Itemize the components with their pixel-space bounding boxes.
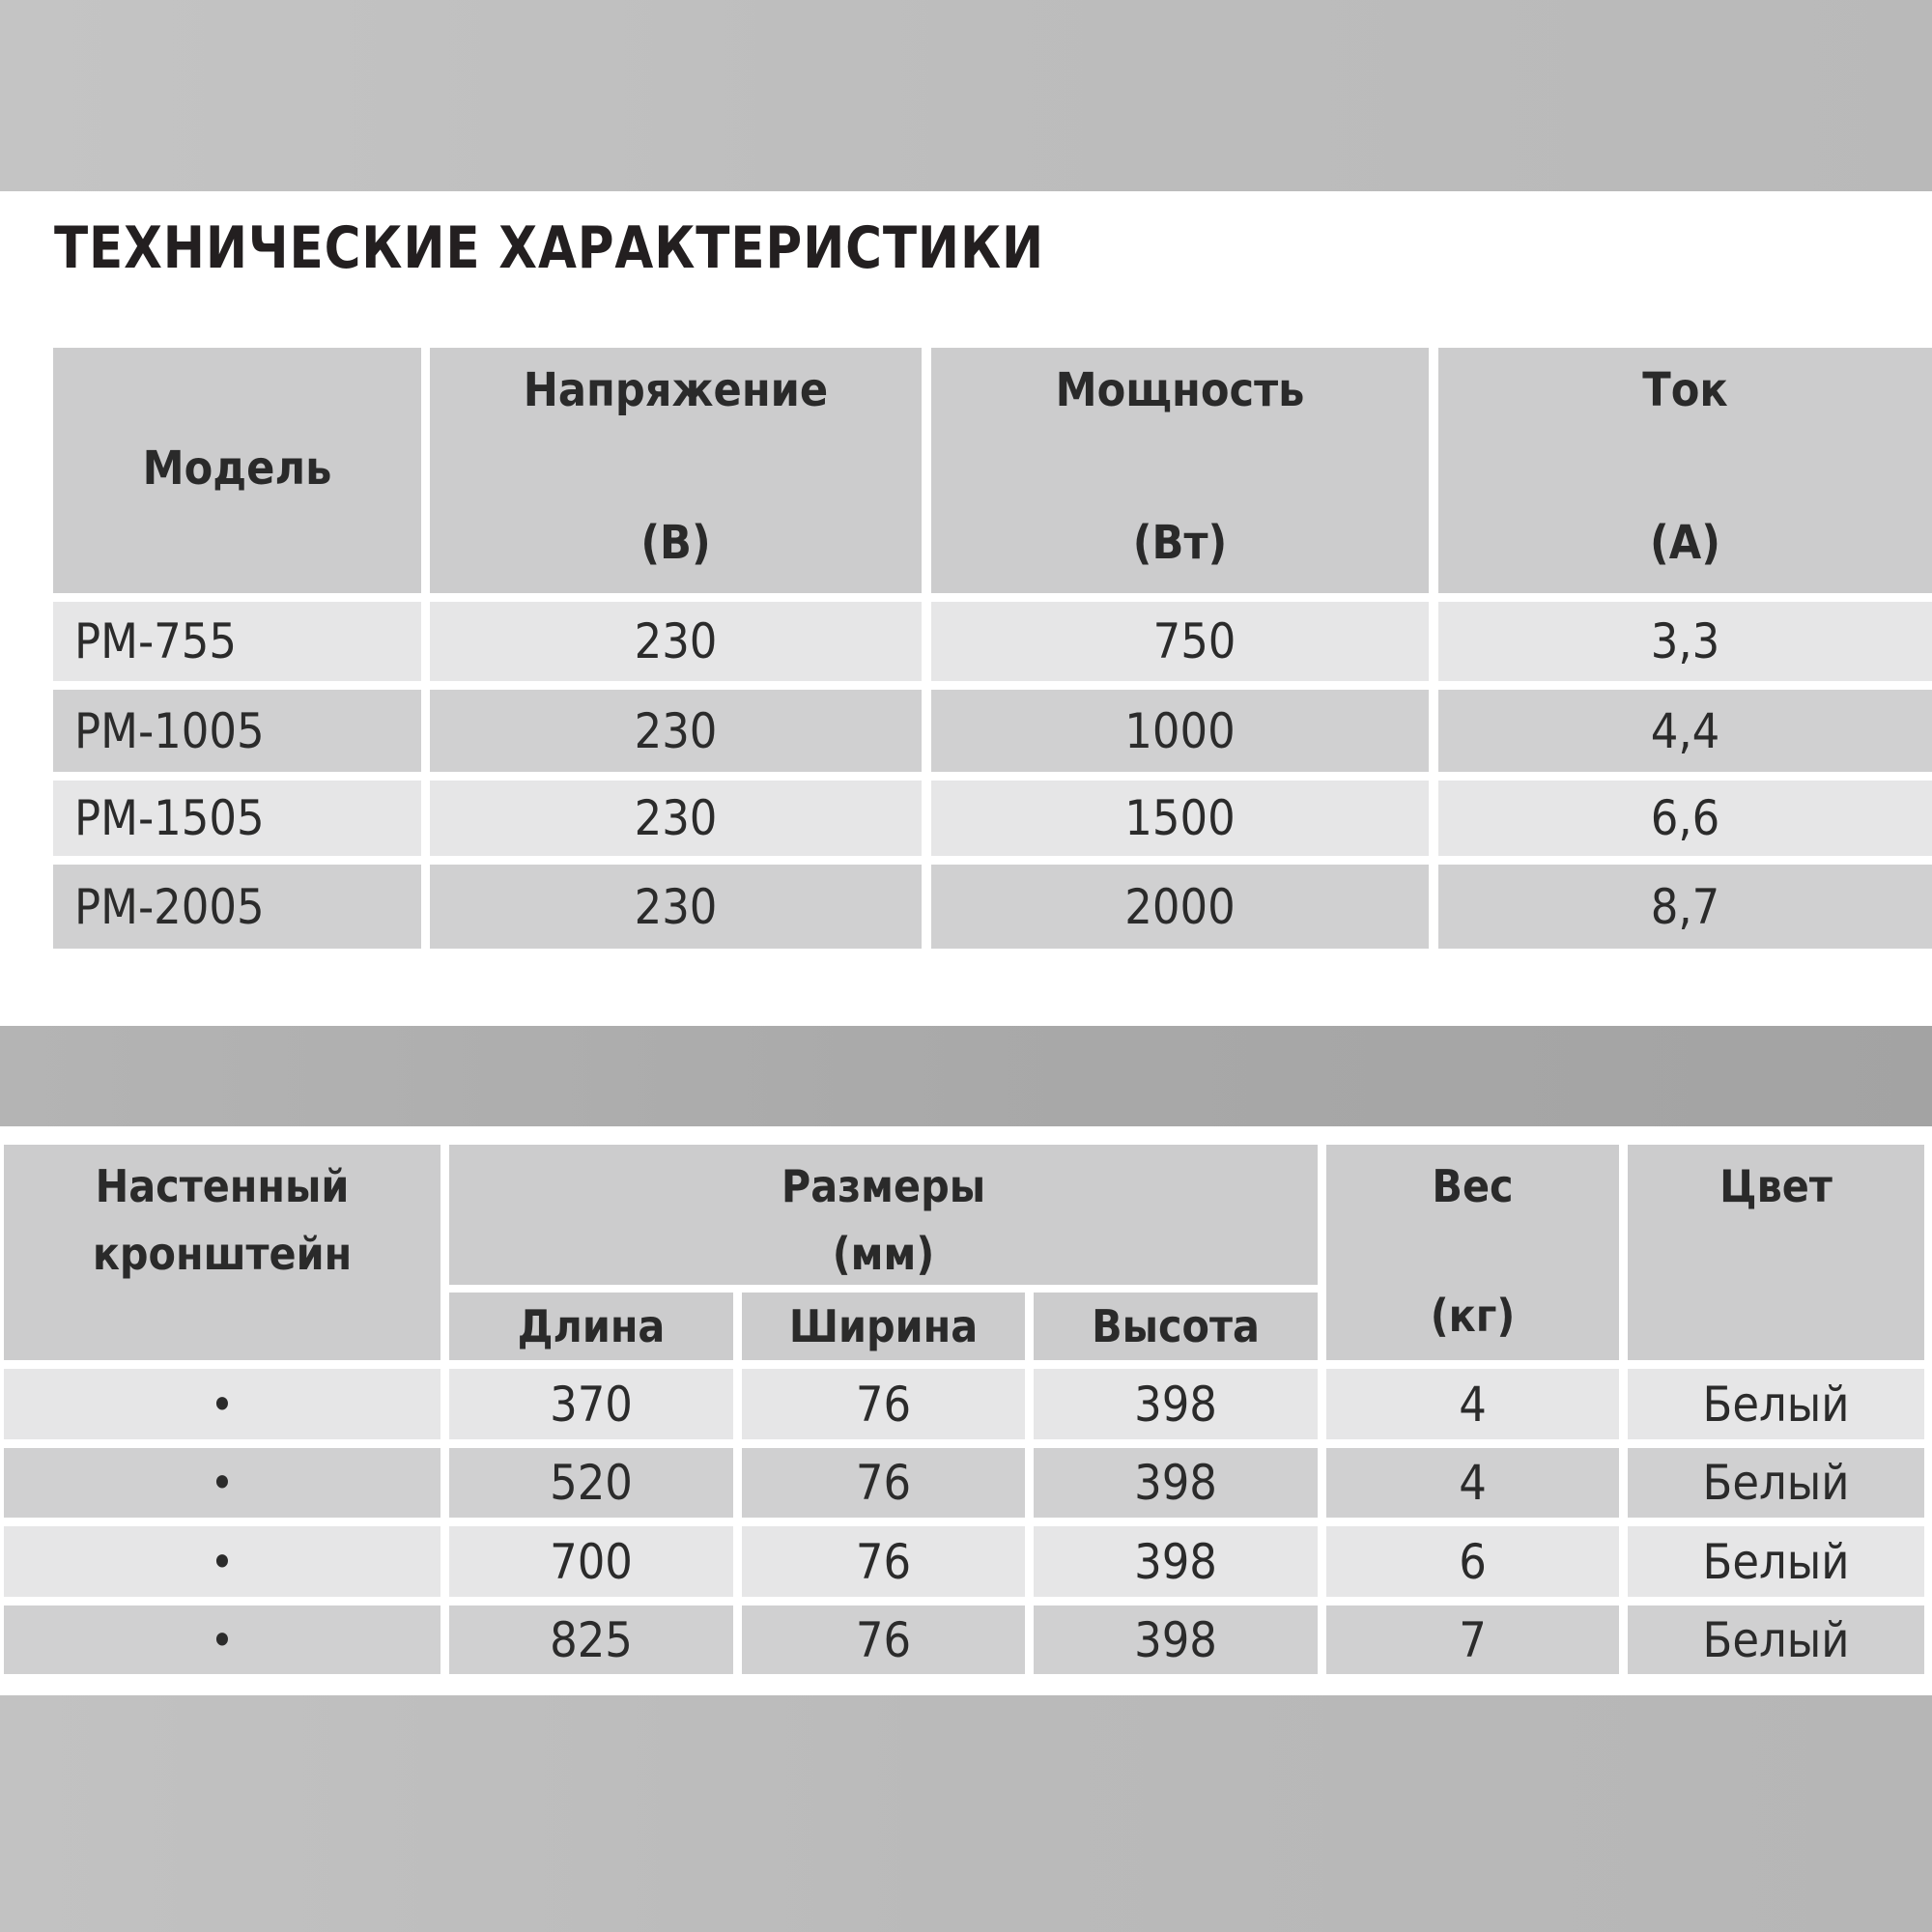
table-row-width: 76: [742, 1605, 1025, 1674]
header-weight: [1326, 1145, 1619, 1360]
header-weight-unit: (кг): [1430, 1290, 1516, 1342]
header-bracket: [4, 1145, 440, 1360]
header-dimensions-unit: (мм): [832, 1228, 935, 1280]
table-row-voltage: 230: [430, 690, 922, 772]
header-model: [53, 348, 421, 593]
table-row-color: Белый: [1628, 1526, 1924, 1597]
table-row-length: 370: [449, 1369, 733, 1439]
header-bracket-line2: кронштейн: [92, 1228, 353, 1280]
table-row-power: 750: [931, 602, 1429, 681]
table-row-current: 8,7: [1438, 865, 1932, 949]
page-title: ТЕХНИЧЕСКИЕ ХАРАКТЕРИСТИКИ: [54, 214, 1045, 282]
table-row-weight: 4: [1326, 1448, 1619, 1518]
table-row-voltage: 230: [430, 781, 922, 856]
table-row-color: Белый: [1628, 1369, 1924, 1439]
header-power-label: Мощность: [1055, 363, 1305, 417]
header-dimensions-label: Размеры: [781, 1160, 986, 1212]
table-row-voltage: 230: [430, 602, 922, 681]
table-row-length: 520: [449, 1448, 733, 1518]
bracket-bullet: •: [4, 1369, 440, 1439]
header-height: Высота: [1034, 1293, 1318, 1360]
table-row-color: Белый: [1628, 1448, 1924, 1518]
table-row-width: 76: [742, 1369, 1025, 1439]
header-model-label: Модель: [142, 441, 332, 496]
table-row-length: 700: [449, 1526, 733, 1597]
bracket-bullet: •: [4, 1605, 440, 1674]
header-color-label: Цвет: [1719, 1160, 1833, 1212]
table-row-model: PM-1505: [53, 781, 421, 856]
table-row-height: 398: [1034, 1605, 1318, 1674]
header-power-unit: (Вт): [1132, 516, 1228, 570]
header-dimensions: [449, 1145, 1318, 1285]
bracket-bullet: •: [4, 1526, 440, 1597]
header-bracket-line1: Настенный: [95, 1160, 350, 1212]
table-row-weight: 4: [1326, 1369, 1619, 1439]
top-gray-band: [0, 0, 1932, 191]
table-row-weight: 7: [1326, 1605, 1619, 1674]
table-row-height: 398: [1034, 1448, 1318, 1518]
header-current: [1438, 348, 1932, 593]
header-length: Длина: [449, 1293, 733, 1360]
table-row-current: 3,3: [1438, 602, 1932, 681]
header-color: [1628, 1145, 1924, 1360]
bottom-gray-band: [0, 1695, 1932, 1932]
table-row-width: 76: [742, 1526, 1025, 1597]
table-row-model: PM-2005: [53, 865, 421, 949]
table-row-power: 2000: [931, 865, 1429, 949]
table-row-current: 6,6: [1438, 781, 1932, 856]
header-voltage: [430, 348, 922, 593]
table-row-power: 1000: [931, 690, 1429, 772]
header-current-label: Ток: [1642, 363, 1728, 417]
table-row-voltage: 230: [430, 865, 922, 949]
header-current-unit: (А): [1650, 516, 1720, 570]
table-row-length: 825: [449, 1605, 733, 1674]
middle-gray-band: [0, 1026, 1932, 1126]
header-weight-label: Вес: [1432, 1160, 1514, 1212]
table-row-model: PM-1005: [53, 690, 421, 772]
table-row-current: 4,4: [1438, 690, 1932, 772]
table-row-model: PM-755: [53, 602, 421, 681]
header-power: [931, 348, 1429, 593]
bracket-bullet: •: [4, 1448, 440, 1518]
table-row-weight: 6: [1326, 1526, 1619, 1597]
table-row-height: 398: [1034, 1526, 1318, 1597]
table-row-height: 398: [1034, 1369, 1318, 1439]
header-width: Ширина: [742, 1293, 1025, 1360]
header-voltage-label: Напряжение: [523, 363, 829, 417]
table-row-color: Белый: [1628, 1605, 1924, 1674]
table-row-width: 76: [742, 1448, 1025, 1518]
table-row-power: 1500: [931, 781, 1429, 856]
header-voltage-unit: (В): [640, 516, 711, 570]
